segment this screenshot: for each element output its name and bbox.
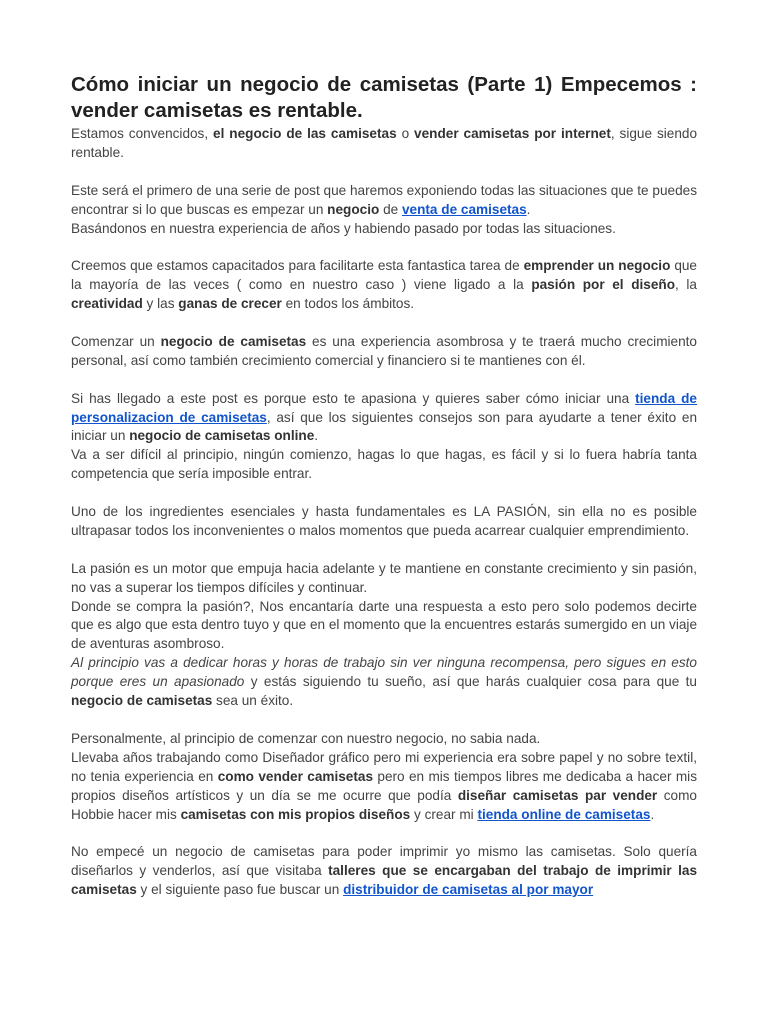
bold-text: emprender un negocio bbox=[523, 258, 671, 274]
link-tienda-personalizacion[interactable]: tienda de personalizacion de camisetas bbox=[71, 390, 697, 425]
paragraph-intro bbox=[71, 125, 697, 163]
text: y las bbox=[142, 296, 179, 312]
bold-text: como vender camisetas bbox=[217, 768, 374, 784]
text: es una experiencia asombrosa y te traerá mucho crecimiento personal, así como también crecimiento comercial y financiero si te mantienes con él. bbox=[71, 333, 697, 368]
article-title: Cómo iniciar un negocio de camisetas (Parte 1) Empecemos : vender camisetas es rentable. bbox=[71, 73, 697, 122]
text: Comenzar un bbox=[71, 333, 161, 349]
text: . bbox=[526, 201, 531, 217]
link-distribuidor[interactable]: distribuidor de camisetas al por mayor bbox=[343, 882, 594, 898]
paragraph-apasiona bbox=[71, 390, 697, 447]
paragraph-series bbox=[71, 182, 697, 220]
spacer bbox=[71, 711, 697, 730]
bold-text: el negocio de las camisetas bbox=[213, 126, 397, 141]
article bbox=[71, 72, 697, 900]
spacer bbox=[71, 314, 697, 333]
text: que la mayoría de las veces ( como en nuestro caso ) viene ligado a la bbox=[71, 258, 697, 293]
spacer bbox=[71, 238, 697, 257]
text: , la bbox=[675, 277, 697, 293]
text: No empecé un negocio de camisetas para poder imprimir yo mismo las camisetas. Solo quería diseñarlos y venderlos, así que visitaba bbox=[71, 844, 697, 879]
paragraph-principio bbox=[71, 654, 697, 711]
paragraph-ingredientes: Uno de los ingredientes esenciales y hasta fundamentales es LA PASIÓN, sin ella no es posible ultrapasar todos los inconvenientes o malos momentos que pueda acarrear cualquier emprendimiento. bbox=[71, 504, 697, 538]
text: Si has llegado a este post es porque esto te apasiona y quieres saber cómo iniciar una bbox=[71, 390, 636, 406]
text: . bbox=[314, 428, 319, 444]
italic-text: Al principio vas a dedicar horas y horas de trabajo sin ver ninguna recompensa, pero sigues en esto porque eres un apasionado bbox=[71, 655, 697, 690]
bold-text: negocio de camisetas bbox=[71, 693, 213, 709]
link-venta-de-camisetas[interactable]: venta de camisetas bbox=[401, 201, 527, 217]
text: Este será el primero de una serie de post que haremos exponiendo todas las situaciones que te puedes encontrar si lo que buscas es empezar un bbox=[71, 182, 697, 217]
text: en todos los ámbitos. bbox=[281, 296, 415, 312]
text: . bbox=[650, 806, 655, 822]
text: Llevaba años trabajando como Diseñador gráfico pero mi experiencia era sobre papel y no sobre textil, no tenia experiencia en bbox=[71, 749, 697, 784]
paragraph-donde: Donde se compra la pasión?, Nos encantaría darte una respuesta a esto pero solo podemos decirte que es algo que esta dentro tuyo y que en el momento que la encuentres estarás sumergido en un viaje de aventuras asombroso. bbox=[71, 598, 697, 652]
text: , así que los siguientes consejos son para ayudarte a tener éxito en iniciar un bbox=[71, 409, 697, 444]
paragraph-experience: Basándonos en nuestra experiencia de años y habiendo pasado por todas las situaciones. bbox=[71, 220, 616, 236]
spacer bbox=[71, 371, 697, 390]
bold-text: negocio bbox=[327, 201, 380, 217]
bold-text: negocio de camisetas online bbox=[129, 428, 315, 444]
text: sea un éxito. bbox=[212, 693, 294, 709]
text: y el siguiente paso fue buscar un bbox=[136, 882, 344, 898]
spacer bbox=[71, 163, 697, 182]
bold-text: diseñar camisetas par vender bbox=[457, 787, 658, 803]
bold-text: ganas de crecer bbox=[178, 296, 282, 312]
spacer bbox=[71, 824, 697, 843]
spacer bbox=[71, 541, 697, 560]
bold-text: negocio de camisetas bbox=[160, 333, 307, 349]
bold-text: pasión por el diseño bbox=[531, 277, 676, 293]
text: , sigue siendo rentable. bbox=[71, 126, 698, 160]
bold-text: camisetas con mis propios diseños bbox=[180, 806, 411, 822]
text: y estás siguiendo tu sueño, así que harás cualquier cosa para que tu bbox=[244, 674, 697, 690]
bold-text: vender camisetas por internet bbox=[414, 126, 611, 141]
text: de bbox=[379, 201, 402, 217]
text: o bbox=[396, 126, 415, 141]
bold-text: talleres que se encargaban del trabajo de imprimir las camisetas bbox=[71, 863, 698, 898]
text: como Hobbie hacer mis bbox=[71, 787, 697, 822]
paragraph-dificil: Va a ser difícil al principio, ningún comienzo, hagas lo que hagas, es fácil y si lo fuera habría tanta competencia que sería imposible entrar. bbox=[71, 447, 697, 482]
spacer bbox=[71, 484, 697, 503]
link-tienda-online[interactable]: tienda online de camisetas bbox=[477, 806, 651, 822]
paragraph-no-empece bbox=[71, 843, 697, 900]
paragraph-comenzar bbox=[71, 333, 697, 371]
paragraph-capacitados bbox=[71, 257, 697, 314]
text: Estamos convencidos, bbox=[71, 126, 214, 141]
text: pero en mis tiempos libres me dedicaba a hacer mis propios diseños artísticos y un día se me ocurre que podía bbox=[71, 768, 697, 803]
bold-text: creatividad bbox=[71, 296, 143, 312]
paragraph-motor: La pasión es un motor que empuja hacia adelante y te mantiene en constante crecimiento y sin pasión, no vas a superar los tiempos difíciles y continuar. bbox=[71, 560, 697, 595]
text: y crear mi bbox=[410, 806, 478, 822]
text: Creemos que estamos capacitados para facilitarte esta fantastica tarea de bbox=[71, 258, 524, 274]
paragraph-llevaba bbox=[71, 749, 697, 825]
paragraph-personalmente: Personalmente, al principio de comenzar con nuestro negocio, no sabia nada. bbox=[71, 730, 541, 746]
